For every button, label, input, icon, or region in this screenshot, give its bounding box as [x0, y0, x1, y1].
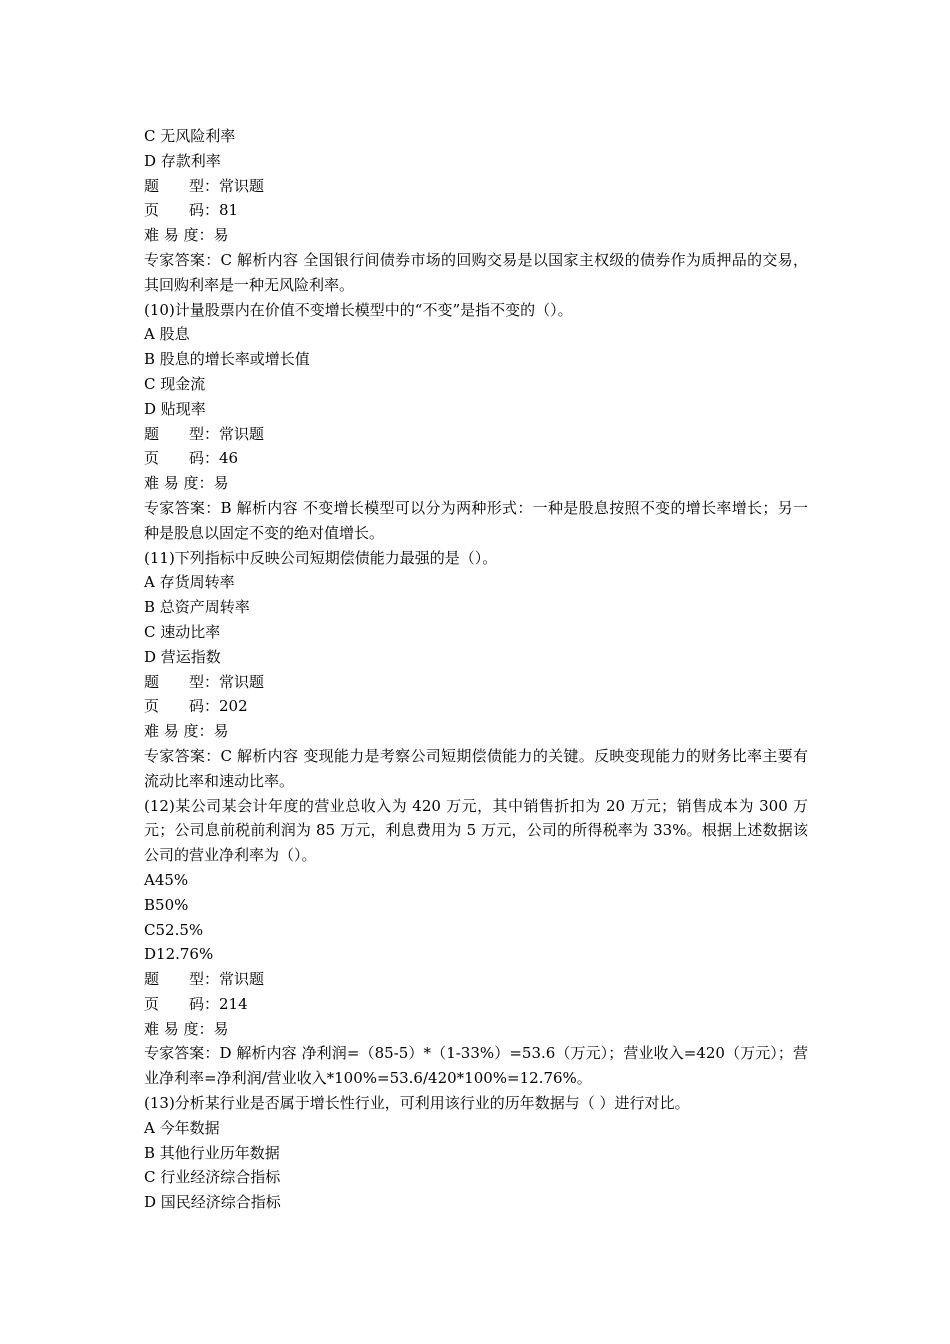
- page-number: 页 码：81: [144, 201, 239, 220]
- option-c-text: C52.5%: [144, 920, 204, 939]
- question-type: 题 型：常识题: [144, 970, 265, 989]
- question-type: 题 型：常识题: [144, 424, 265, 443]
- option-c-text: C 行业经济综合指标: [144, 1168, 281, 1187]
- difficulty: 难 易 度：易: [144, 474, 229, 493]
- option-b-text: B50%: [144, 895, 189, 914]
- option-b-text: B 总资产周转率: [144, 598, 250, 617]
- option-c-text: C 速动比率: [144, 622, 221, 641]
- difficulty: 难 易 度：易: [144, 226, 229, 245]
- option-a-text: A45%: [144, 870, 189, 889]
- question-10: (10)计量股票内在价值不变增长模型中的“不变”是指不变的（）。: [144, 300, 573, 319]
- page-number: 页 码：214: [144, 994, 248, 1013]
- question-13: (13)分析某行业是否属于增长性行业，可利用该行业的历年数据与（ ）进行对比。: [144, 1094, 690, 1113]
- option-d-text: D 存款利率: [144, 151, 221, 170]
- expert-answer: 专家答案：D 解析内容 净利润=（85-5）*（1-33%）=53.6（万元）；营业收入=420（万元）；营业净利率=净利润/营业收入*100%=53.6/420*100%=12.76%。: [144, 1044, 808, 1088]
- difficulty: 难 易 度：易: [144, 1019, 229, 1038]
- question-type: 题 型：常识题: [144, 672, 265, 691]
- option-a-text: A 股息: [144, 325, 190, 344]
- option-b-text: B 股息的增长率或增长值: [144, 350, 310, 369]
- option-d-text: D 贴现率: [144, 399, 206, 418]
- option-c-text: C 无风险利率: [144, 127, 236, 145]
- question-type: 题 型：常识题: [144, 176, 265, 195]
- option-d-text: D 营运指数: [144, 647, 221, 666]
- document-page: [144, 124, 808, 1215]
- question-12: (12)某公司某会计年度的营业总收入为 420 万元，其中销售折扣为 20 万元；销售成本为 300 万元；公司息前税前利润为 85 万元，利息费用为 5 万元，公司的所得税率为 33%。根据上述数据该公司的营业净利率为（）。: [144, 796, 808, 865]
- option-a-text: A 存货周转率: [144, 573, 235, 592]
- question-11: (11)下列指标中反映公司短期偿债能力最强的是（）。: [144, 548, 498, 567]
- option-a-text: A 今年数据: [144, 1118, 220, 1137]
- expert-answer: 专家答案：B 解析内容 不变增长模型可以分为两种形式：一种是股息按照不变的增长率增长；另一种是股息以固定不变的绝对值增长。: [144, 498, 808, 542]
- option-c-text: C 现金流: [144, 374, 206, 393]
- option-d-text: D 国民经济综合指标: [144, 1193, 281, 1212]
- option-b-text: B 其他行业历年数据: [144, 1143, 280, 1162]
- option-d-text: D12.76%: [144, 945, 214, 964]
- expert-answer: 专家答案：C 解析内容 变现能力是考察公司短期偿债能力的关键。反映变现能力的财务比率主要有流动比率和速动比率。: [144, 746, 808, 790]
- difficulty: 难 易 度：易: [144, 722, 229, 741]
- page-number: 页 码：202: [144, 697, 248, 716]
- page-number: 页 码：46: [144, 449, 239, 468]
- expert-answer: 专家答案：C 解析内容 全国银行间债券市场的回购交易是以国家主权级的债券作为质押品的交易，其回购利率是一种无风险利率。: [144, 250, 808, 294]
